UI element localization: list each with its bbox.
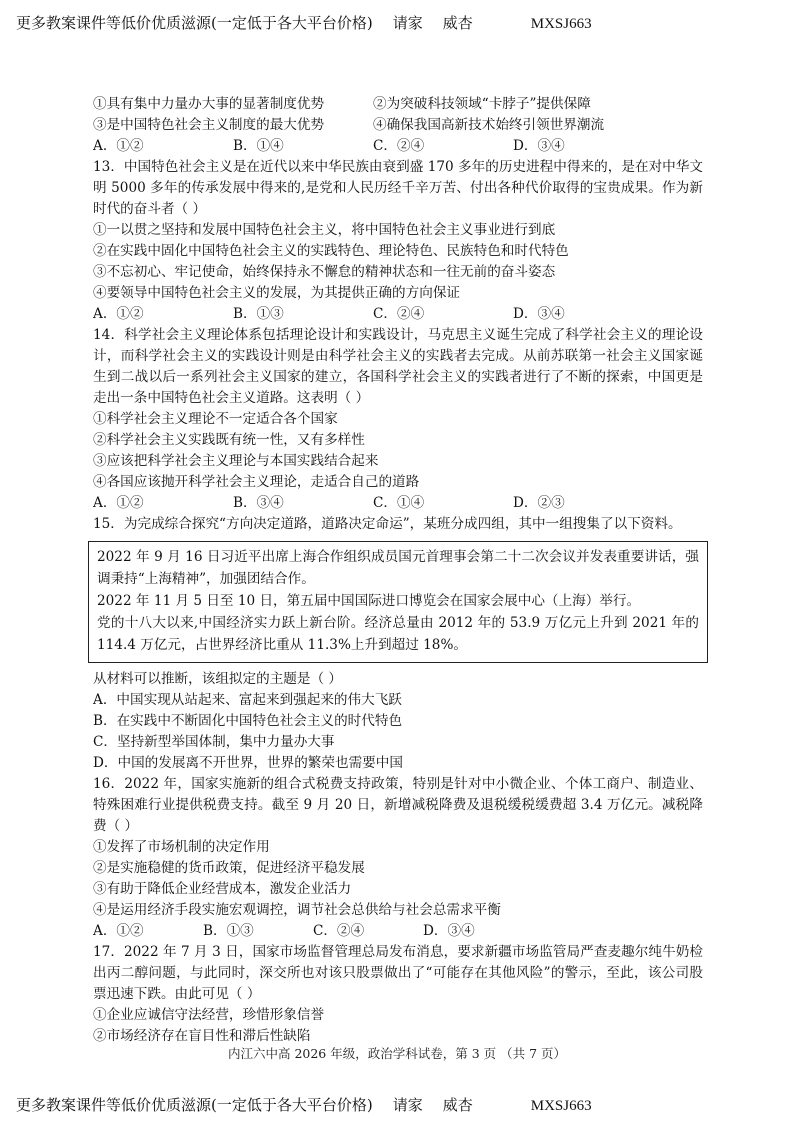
question-stem: 13．中国特色社会主义是在近代以来中华民族由衰到盛 170 多年的历史进程中得来的，是在对中华文明 5000 多年的传承发展中得来的,是党和人民历经千辛万苦、付出各种代价取得的宝贵成果。作为新时代的奋斗者（ ） xyxy=(93,159,703,217)
item: ③是中国特色社会主义制度的最大优势 xyxy=(93,117,325,133)
question-12 xyxy=(93,94,703,157)
promo-banner-bottom xyxy=(16,1094,592,1115)
question-13 xyxy=(93,157,703,325)
banner-name: 威杏 xyxy=(442,1096,473,1114)
question-prompt: 从材料可以推断，该组拟定的主题是（ ） xyxy=(93,671,343,687)
banner-code: MXSJ663 xyxy=(530,1098,592,1114)
page-footer: 内江六中高 2026 年级，政治学科试卷，第 3 页 （共 7 页） xyxy=(227,1046,567,1061)
item: ③不忘初心、牢记使命，始终保持永不懈怠的精神状态和一往无前的奋斗姿态 xyxy=(93,264,556,280)
question-stem: 14．科学社会主义理论体系包括理论设计和实践设计，马克思主义诞生完成了科学社会主义的理论设计，而科学社会主义的实践设计则是由科学社会主义的实践者去完成。从前苏联第一社会主义国家诞生到二战以后一系列社会主义国家的建立，各国科学社会主义的实践者进行了不断的探索，中国更是走出一条中国特色社会主义道路。这表明（ ） xyxy=(93,327,703,406)
exam-content xyxy=(93,94,703,1047)
item: ④要领导中国特色社会主义的发展，为其提供正确的方向保证 xyxy=(93,285,461,301)
answer-options xyxy=(93,493,703,514)
option-c[interactable]: C．②④ xyxy=(373,138,425,154)
answer-options xyxy=(93,304,703,325)
item-row xyxy=(93,94,703,115)
item: ③应该把科学社会主义理论与本国实践结合起来 xyxy=(93,453,379,469)
question-14 xyxy=(93,325,703,514)
choice-a[interactable]: A．中国实现从站起来、富起来到强起来的伟大飞跃 xyxy=(93,692,402,708)
banner-text: 更多教案课件等低价优质滋源(一定低于各大平台价格) xyxy=(16,1096,373,1114)
option-b[interactable]: B．①④ xyxy=(233,138,284,154)
choice-c[interactable]: C．坚持新型举国体制，集中力量办大事 xyxy=(93,734,335,750)
option-d[interactable]: D．③④ xyxy=(423,923,475,939)
item: ④是运用经济手段实施宏观调控，调节社会总供给与社会总需求平衡 xyxy=(93,902,501,918)
banner-text: 更多教案课件等低价优质滋源(一定低于各大平台价格) xyxy=(16,14,373,32)
answer-options xyxy=(93,921,703,942)
option-d[interactable]: D．③④ xyxy=(513,138,565,154)
question-stem: 17．2022 年 7 月 3 日，国家市场监督管理总局发布消息，要求新疆市场监管局严查麦趣尔纯牛奶检出丙二醇问题，与此同时，深交所也对该只股票做出了“可能存在其他风险”的警示，至此，该公司股票迅速下跌。由此可见（ ） xyxy=(93,944,703,1002)
promo-banner-top xyxy=(16,12,592,33)
option-a[interactable]: A．①② xyxy=(93,306,144,322)
material-paragraph: 2022 年 9 月 16 日习近平出席上海合作组织成员国元首理事会第二十二次会议并发表重要讲话，强调秉持“上海精神”，加强团结合作。 xyxy=(97,549,699,587)
answer-options xyxy=(93,136,703,157)
item: ①一以贯之坚持和发展中国特色社会主义，将中国特色社会主义事业进行到底 xyxy=(93,222,556,238)
banner-code: MXSJ663 xyxy=(530,16,592,32)
item: ④各国应该抛开科学社会主义理论，走适合自己的道路 xyxy=(93,474,420,490)
item: ②是实施稳健的货币政策，促进经济平稳发展 xyxy=(93,860,365,876)
banner-contact: 请家 xyxy=(392,14,423,32)
item: ①发挥了市场机制的决定作用 xyxy=(93,839,270,855)
option-a[interactable]: A．①② xyxy=(93,923,144,939)
question-15 xyxy=(93,514,703,774)
question-17 xyxy=(93,942,703,1047)
question-16 xyxy=(93,774,703,942)
material-paragraph: 2022 年 11 月 5 日至 10 日，第五届中国国际进口博览会在国家会展中心（上海）举行。 xyxy=(97,593,641,609)
item: ①具有集中力量办大事的显著制度优势 xyxy=(93,96,325,112)
banner-contact: 请家 xyxy=(392,1096,423,1114)
material-paragraph: 党的十八大以来,中国经济实力跃上新台阶。经济总量由 2012 年的 53.9 万亿元上升到 2021 年的 114.4 万亿元，占世界经济比重从 11.3%上升到超过 18%。 xyxy=(97,615,699,653)
item: ③有助于降低企业经营成本，激发企业活力 xyxy=(93,881,352,897)
choice-d[interactable]: D．中国的发展离不开世界，世界的繁荣也需要中国 xyxy=(93,755,403,771)
option-a[interactable]: A．①② xyxy=(93,138,144,154)
option-c[interactable]: C．①④ xyxy=(373,495,425,511)
option-d[interactable]: D．③④ xyxy=(513,306,565,322)
option-b[interactable]: B．①③ xyxy=(203,923,254,939)
banner-name: 威杏 xyxy=(442,14,473,32)
item: ①科学社会主义理论不一定适合各个国家 xyxy=(93,411,338,427)
item: ②科学社会主义实践既有统一性，又有多样性 xyxy=(93,432,365,448)
option-b[interactable]: B．①③ xyxy=(233,306,284,322)
question-stem: 15．为完成综合探究“方向决定道路，道路决定命运”，某班分成四组，其中一组搜集了以下资料。 xyxy=(93,516,682,532)
option-d[interactable]: D．②③ xyxy=(513,495,565,511)
option-c[interactable]: C．②④ xyxy=(313,923,365,939)
item: ④确保我国高新技术始终引领世界潮流 xyxy=(373,117,605,133)
item: ②在实践中固化中国特色社会主义的实践特色、理论特色、民族特色和时代特色 xyxy=(93,243,569,259)
item: ①企业应诚信守法经营，珍惜形象信誉 xyxy=(93,1007,325,1023)
option-c[interactable]: C．②④ xyxy=(373,306,425,322)
option-a[interactable]: A．①② xyxy=(93,495,144,511)
item: ②为突破科技领域“卡脖子”提供保障 xyxy=(373,96,591,112)
question-stem: 16．2022 年，国家实施新的组合式税费支持政策，特别是针对中小微企业、个体工商户、制造业、特殊困难行业提供税费支持。截至 9 月 20 日，新增减税降费及退税缓税缓费超 3.4 万亿元。减税降费（ ） xyxy=(93,776,703,834)
option-b[interactable]: B．③④ xyxy=(233,495,284,511)
material-box xyxy=(88,541,708,663)
item-row xyxy=(93,115,703,136)
choice-b[interactable]: B．在实践中不断固化中国特色社会主义的时代特色 xyxy=(93,713,403,729)
item: ②市场经济存在盲目性和滞后性缺陷 xyxy=(93,1028,311,1044)
